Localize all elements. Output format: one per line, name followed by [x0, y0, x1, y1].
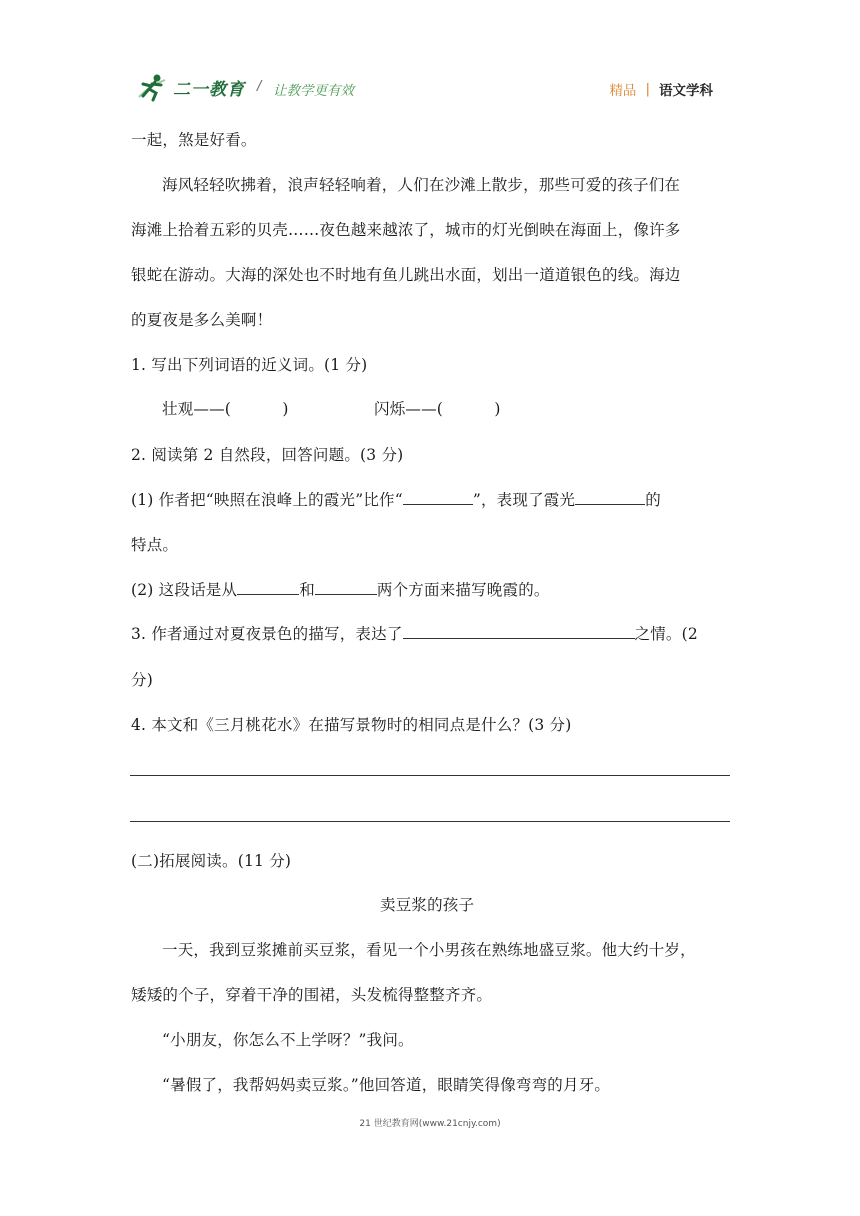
answer-line[interactable] — [130, 821, 730, 822]
answer-line[interactable] — [130, 775, 730, 776]
text-line: 银蛇在游动。大海的深处也不时地有鱼儿跳出水面，划出一道道银色的线。海边 — [131, 266, 681, 284]
text-line: 海风轻轻吹拂着，浪声轻轻响着，人们在沙滩上散步，那些可爱的孩子们在 — [162, 176, 681, 194]
text-line: 一天，我到豆浆摊前买豆浆，看见一个小男孩在熟练地盛豆浆。他大约十岁， — [162, 941, 696, 959]
question-2-1 — [131, 488, 661, 510]
text-line: “小朋友，你怎么不上学呀？”我问。 — [162, 1031, 414, 1049]
q3-text-b: 之情。(2 — [634, 625, 698, 643]
q3-text-a: 3. 作者通过对夏夜景色的描写，表达了 — [131, 625, 403, 643]
text-line: “暑假了，我帮妈妈卖豆浆。”他回答道，眼睛笑得像弯弯的月牙。 — [162, 1076, 611, 1094]
brand-logo — [135, 72, 245, 102]
answer-blank[interactable] — [403, 489, 473, 506]
text-line: 一起，煞是好看。 — [131, 131, 257, 149]
q2-2-text-a: (2) 这段话是从 — [131, 581, 238, 599]
article-title: 卖豆浆的孩子 — [380, 896, 475, 914]
answer-blank[interactable] — [575, 489, 645, 506]
synonym-item-2: 闪烁——( ) — [374, 400, 501, 418]
question-3 — [131, 622, 698, 644]
q2-2-text-c: 两个方面来描写晚霞的。 — [376, 581, 550, 599]
runner-icon — [135, 72, 171, 102]
question-1: 1. 写出下列词语的近义词。(1 分) — [131, 356, 368, 374]
q2-1-text-b: ”，表现了霞光 — [472, 491, 576, 509]
page-footer: 21 世纪教育网(www.21cnjy.com) — [359, 1119, 501, 1129]
text-line: 矮矮的个子，穿着干净的围裙，头发梳得整整齐齐。 — [131, 986, 493, 1004]
answer-blank[interactable] — [237, 579, 299, 596]
subject-name: 语文学科 — [659, 83, 713, 99]
slogan: 让教学更有效 — [273, 83, 354, 99]
q2-2-text-b: 和 — [299, 581, 315, 599]
text-line: 的夏夜是多么美啊！ — [131, 311, 273, 329]
section-heading: (二)拓展阅读。(11 分) — [131, 852, 292, 870]
logo-text: 二一教育 — [173, 79, 245, 100]
answer-blank[interactable] — [315, 579, 377, 596]
slogan-separator: / — [257, 79, 262, 94]
header-divider: | — [645, 81, 650, 97]
text-line: 海滩上拾着五彩的贝壳……夜色越来越浓了，城市的灯光倒映在海面上，像许多 — [131, 221, 681, 239]
answer-blank[interactable] — [403, 623, 635, 640]
question-2-2 — [131, 578, 550, 600]
question-4: 4. 本文和《三月桃花水》在描写景物时的相同点是什么？(3 分) — [131, 716, 572, 734]
text-line: 特点。 — [131, 536, 179, 554]
text-line: 分) — [131, 671, 153, 689]
synonym-item-1: 壮观——( ) — [162, 400, 289, 418]
subject-label — [609, 79, 713, 99]
q2-1-text-a: (1) 作者把“映照在浪峰上的霞光”比作“ — [131, 491, 403, 509]
page-header — [135, 70, 725, 106]
q2-1-text-c: 的 — [645, 491, 661, 509]
premium-label: 精品 — [609, 83, 637, 99]
question-2: 2. 阅读第 2 自然段，回答问题。(3 分) — [131, 446, 404, 464]
